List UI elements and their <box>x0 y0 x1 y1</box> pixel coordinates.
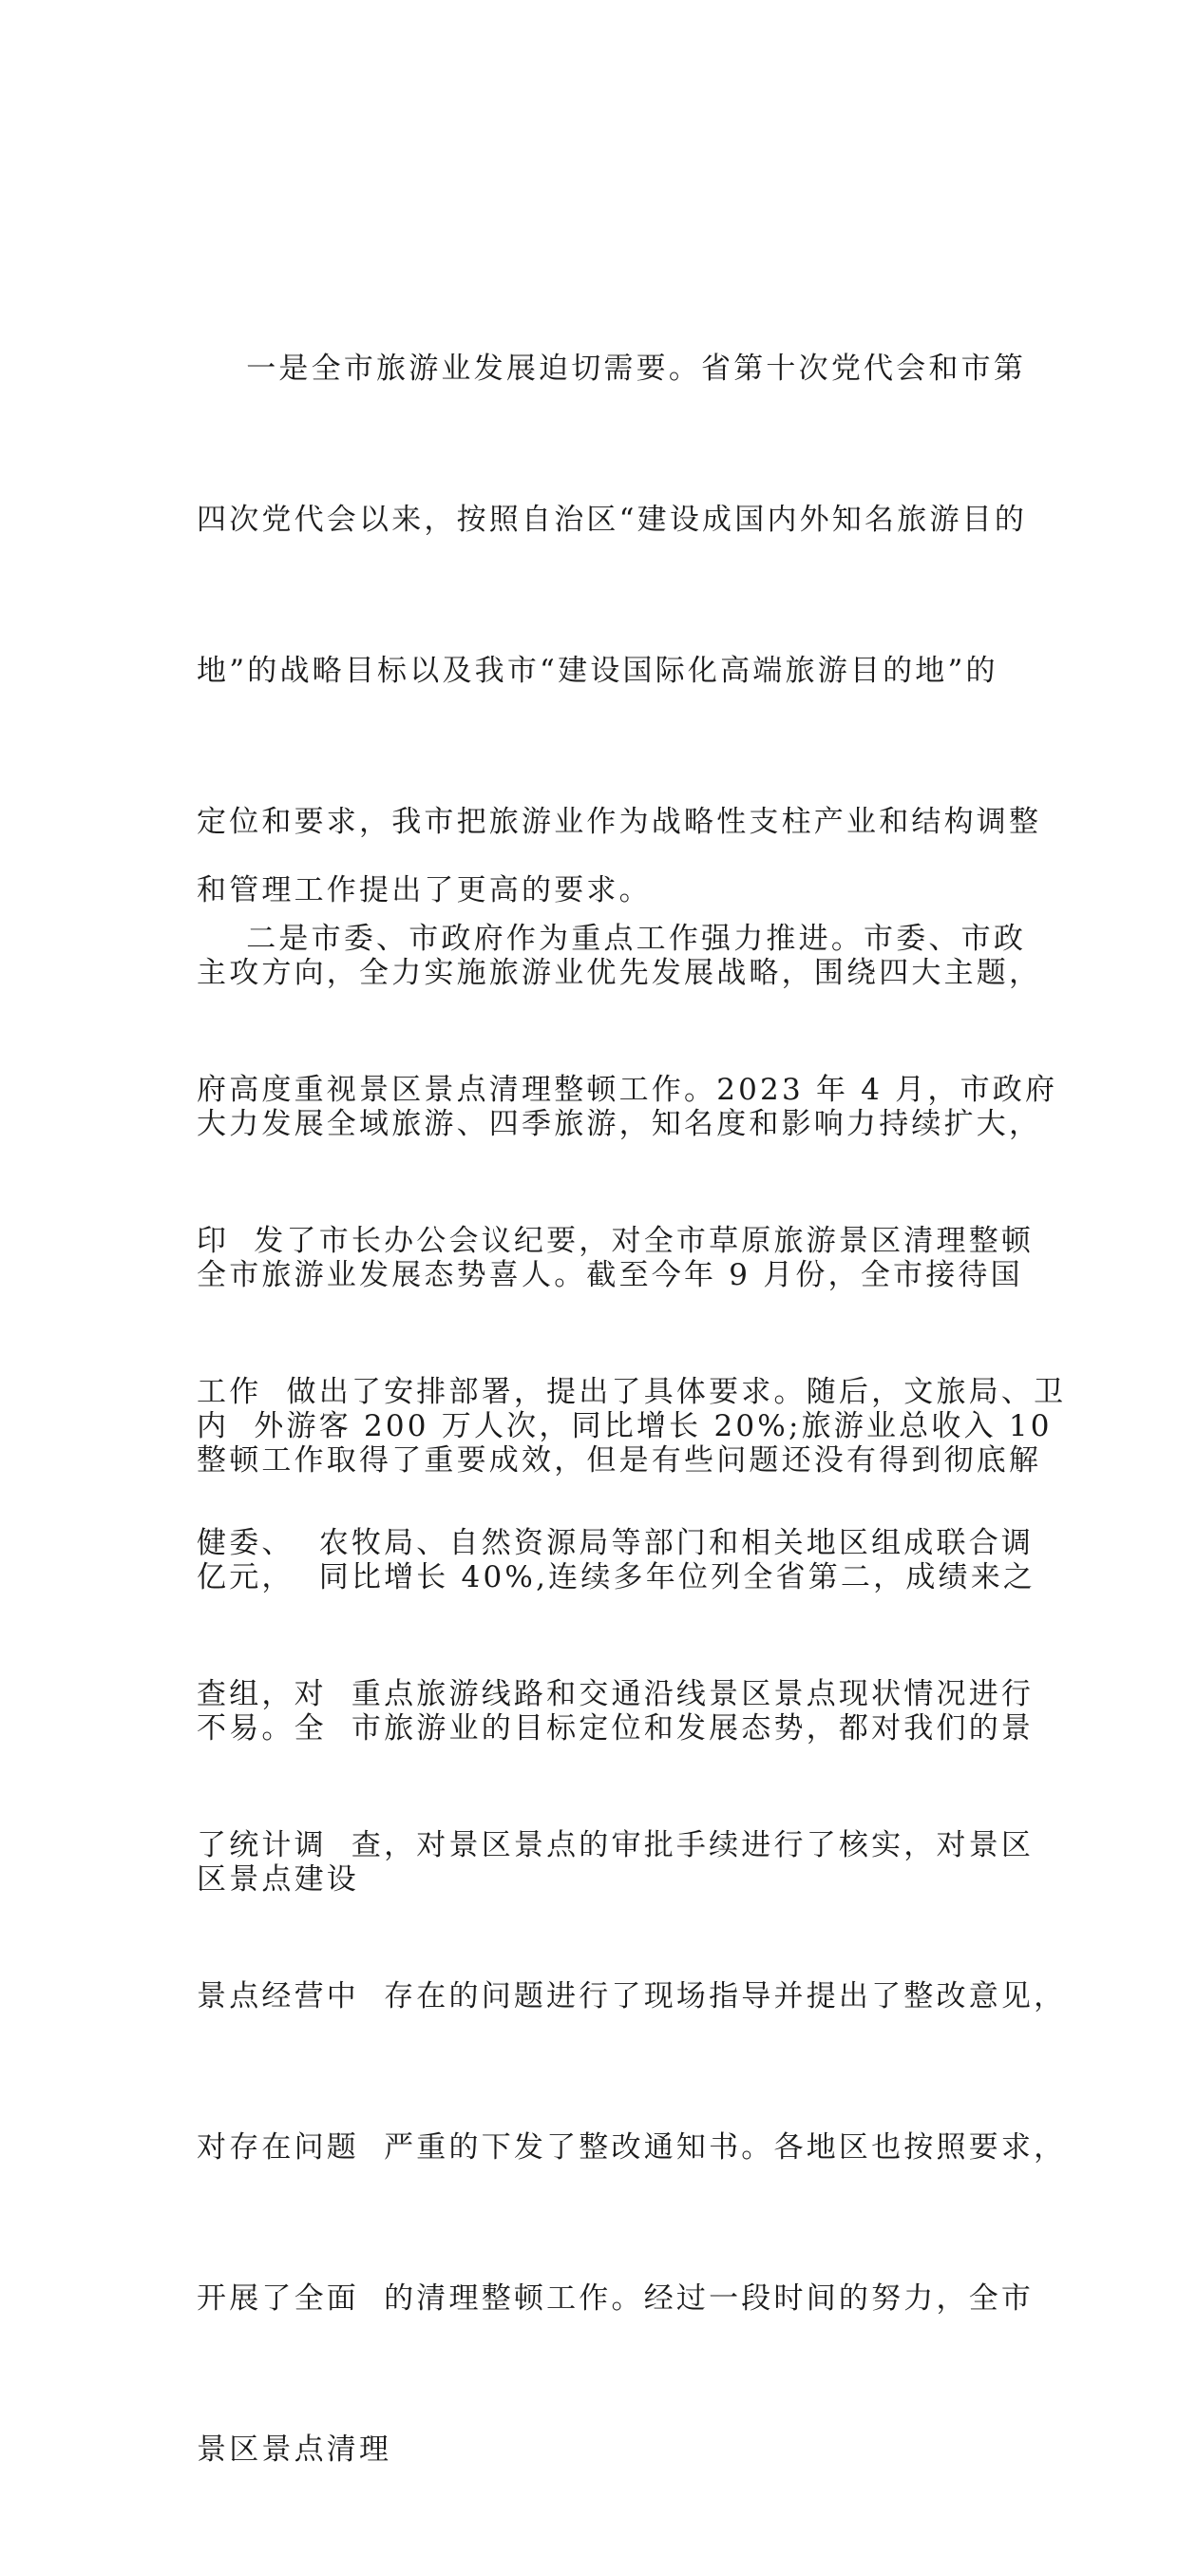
paragraph-government-promotion <box>197 813 1067 2576</box>
text-line: 定位和要求，我市把旅游业作为战略性支柱产业和结构调整 <box>197 805 1042 839</box>
text-line: 景区景点清理 <box>197 2433 392 2467</box>
text-line: 大力发展全域旅游、四季旅游，知名度和影响力持续扩大， <box>197 1107 1042 1141</box>
text-line: 一是全市旅游业发展迫切需要。省第十次党代会和市第 <box>197 352 1027 386</box>
text-line: 内 外游客 200 万人次，同比增长 20%;旅游业总收入 10 <box>197 1409 1053 1443</box>
text-line: 不易。全 市旅游业的目标定位和发展态势，都对我们的景 <box>197 1711 1035 1746</box>
text-line: 全市旅游业发展态势喜人。截至今年 9 月份，全市接待国 <box>197 1258 1023 1292</box>
text-line: 对存在问题 严重的下发了整改通知书。各地区也按照要求， <box>197 2130 1067 2165</box>
text-line: 查组，对 重点旅游线路和交通沿线景区景点现状情况进行 <box>197 1677 1035 1711</box>
text-line: 四次党代会以来，按照自治区“建设成国内外知名旅游目的 <box>197 503 1028 537</box>
text-line: 区景点建设 <box>197 1862 359 1897</box>
text-line: 整顿工作取得了重要成效，但是有些问题还没有得到彻底解 <box>197 1443 1042 1478</box>
text-line: 和管理工作提出了更高的要求。 <box>197 873 652 907</box>
text-line: 景点经营中 存在的问题进行了现场指导并提出了整改意见， <box>197 1979 1067 2013</box>
text-line: 工作 做出了安排部署，提出了具体要求。随后，文旅局、卫 <box>197 1375 1067 1409</box>
text-line: 地”的战略目标以及我市“建设国际化高端旅游目的地”的 <box>197 654 998 688</box>
text-line: 健委、 农牧局、自然资源局等部门和相关地区组成联合调 <box>197 1526 1035 1560</box>
text-line: 主攻方向，全力实施旅游业优先发展战略，围绕四大主题， <box>197 956 1042 990</box>
text-line: 开展了全面 的清理整顿工作。经过一段时间的努力，全市 <box>197 2281 1035 2316</box>
text-line: 亿元， 同比增长 40%,连续多年位列全省第二，成绩来之 <box>197 1560 1036 1594</box>
text-line: 二是市委、市政府作为重点工作强力推进。市委、市政 <box>197 922 1027 956</box>
text-line: 府高度重视景区景点清理整顿工作。2023 年 4 月，市政府 <box>197 1073 1058 1107</box>
paragraph-government-continuation <box>197 1335 1067 1587</box>
text-line: 了统计调 查，对景区景点的审批手续进行了核实，对景区 <box>197 1828 1035 1862</box>
text-line: 印 发了市长办公会议纪要，对全市草原旅游景区清理整顿 <box>197 1224 1035 1258</box>
